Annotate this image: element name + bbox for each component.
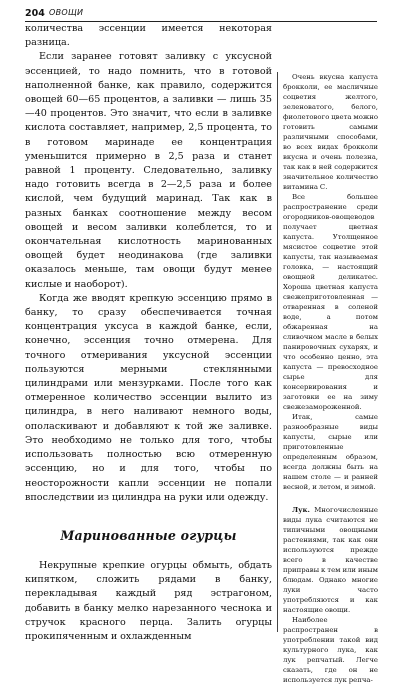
sidebar-paragraph-broccoli: Очень вкусна капуста брокколи, ее масличные соцветия желтого, зеленоватого, белого, фиолетового цвета можно готовить самыми различными способами, во всех видах брокколи вкусна и очень полезна, так как в ней содержится значительное количество витамина С. xyxy=(283,73,379,191)
page-header xyxy=(25,8,377,22)
sidebar-paragraph-bulb-onion: Наиболее распространен в употреблении такой вид культурного лука, как лук репчатый. Легче сказать, где он не используется лук репча- xyxy=(283,616,378,684)
paragraph-essence-measuring: Когда же вводят крепкую эссенцию прямо в банку, то сразу обеспечивается точная концентрация уксуса в каждой банке, если, конечно, эссенция точно отмерена. Для точного отмеривания уксусной эссенции пользуются мерными стеклянными цилиндрами или мензурками. После того как отмеренное количество эссенции вылито из цилиндра, в него наливают немного воды, ополаскивают и добавляют к той же заливке. Это необходимо не только для того, чтобы использовать полностью всю отмеренную эссенцию, но и для того, чтобы по неосторожности капли эссенции не попали впоследствии из цилиндра на руки или одежду. xyxy=(25,292,272,503)
onion-paragraph-text: Многочисленные виды лука считаются не типичными овощными растениями, так как они используются прежде всего в качестве приправы к тем или иным блюдам. Однако многие луки часто употребляются и как настоящие овощи. xyxy=(283,506,378,614)
sidebar-paragraph-cauliflower: Все большее распространение среди огородников-овощеводов получает цветная капуста. Утолщенное мясистое соцветие этой капусты, так называемая головка, — настоящий овощной деликатес. Хороша цветная капуста свежеприготовленная — отваренная в соленой воде, а потом обжаренная на сливочном масле в белых панировочных сухарях, и что особенно ценно, эта капуста — превосходное сырье для консервирования и заготовки ее на зиму свежезамороженной. xyxy=(283,193,378,411)
running-title: ОВОЩИ xyxy=(49,8,84,17)
paragraph-dressing-acidity: Если заранее готовят заливку с уксусной эссенцией, то надо помнить, что в готовой наполненной банке, как правило, содержится овощей 60—65 процентов, а заливки — лишь 35—40 процентов. Это значит, что если в заливке кислота составляет, например, 2,5 процента, то в готовом маринаде ее концентрация уменьшится примерно в 2,5 раза и станет равной 1 проценту. Следовательно, заливку надо готовить всегда в 2—2,5 раза и более кислой, чем будущий маринад. Так как в разных банках соотношение между весом овощей и весом заливки колеблется, то и окончательная кислотность маринованных овощей будет неодинакова (где заливки оказалось меньше, там овощи будут менее кислые и наоборот). xyxy=(25,51,272,290)
onion-runin-heading: Лук. xyxy=(292,506,310,514)
main-column xyxy=(25,22,272,644)
sidebar-paragraph-onion xyxy=(283,505,378,615)
sidebar-column xyxy=(283,72,378,685)
recipe-heading: Маринованные огурцы xyxy=(60,527,237,543)
paragraph-continuation: количества эссенции имеется некоторая разница. xyxy=(25,23,272,49)
page-number: 204 xyxy=(25,8,45,19)
paragraph-recipe: Некрупные крепкие огурцы обмыть, обдать кипятком, сложить рядами в банку, перекладывая каждый ряд эстрагоном, добавить в банку мелко нарезанного чеснока и стручок красного перца. Залить огурцы прокипяченным и охлажденным xyxy=(25,559,272,642)
column-divider xyxy=(277,72,278,632)
sidebar-paragraph-cabbage-summary: Итак, самые разнообразные виды капусты, сырые или приготовленные определенным образом, всегда должны быть на нашем столе — и ранней весной, и летом, и зимой. xyxy=(283,413,378,491)
